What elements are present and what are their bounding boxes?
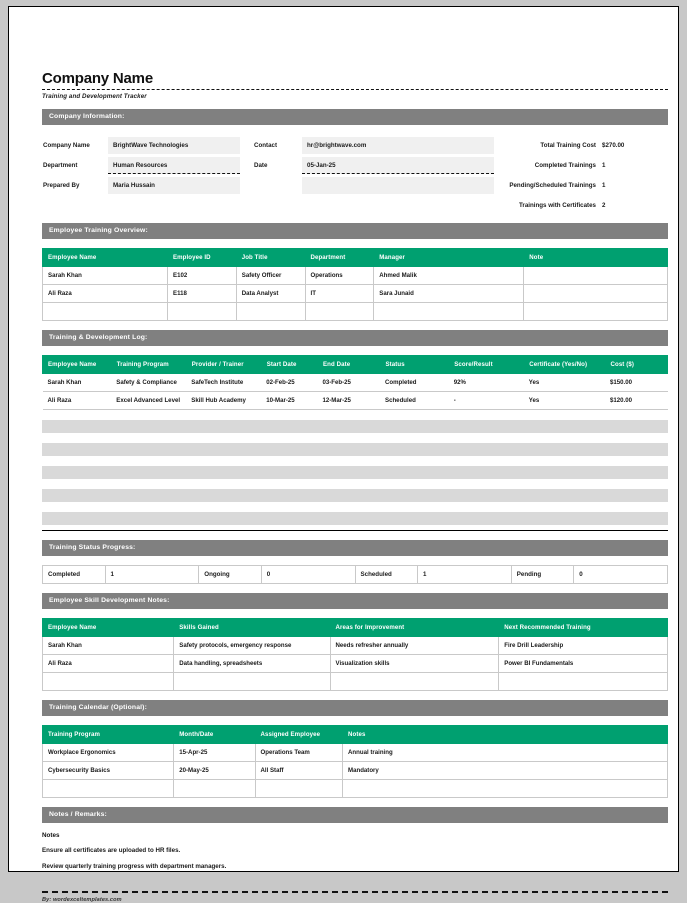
table-cell[interactable]: 92% bbox=[449, 373, 524, 391]
column-header: Areas for Improvement bbox=[330, 618, 499, 636]
table-cell[interactable] bbox=[168, 302, 237, 320]
table-cell[interactable]: Ali Raza bbox=[43, 284, 168, 302]
table-cell[interactable]: All Staff bbox=[255, 761, 343, 779]
column-header: Notes bbox=[343, 725, 668, 743]
table-cell[interactable] bbox=[236, 302, 305, 320]
table-cell[interactable]: Safety Officer bbox=[236, 266, 305, 284]
column-header: Month/Date bbox=[174, 725, 255, 743]
label-department: Department bbox=[43, 161, 78, 169]
table-cell[interactable]: - bbox=[449, 391, 524, 409]
table-row bbox=[43, 636, 668, 654]
table-cell[interactable]: Annual training bbox=[343, 743, 668, 761]
table-cell[interactable] bbox=[305, 302, 374, 320]
table-cell[interactable]: 02-Feb-25 bbox=[261, 373, 317, 391]
label-prepared-by: Prepared By bbox=[43, 181, 80, 189]
table-cell[interactable]: 03-Feb-25 bbox=[318, 373, 381, 391]
table-cell[interactable]: Safety & Compliance bbox=[111, 373, 186, 391]
column-header: Skills Gained bbox=[174, 618, 330, 636]
table-cell[interactable]: 15-Apr-25 bbox=[174, 743, 255, 761]
field-trainings-with-certificates[interactable]: 2 bbox=[602, 201, 606, 209]
page-title: Company Name bbox=[42, 70, 153, 87]
table-cell[interactable]: Visualization skills bbox=[330, 654, 499, 672]
table-cell[interactable]: Safety protocols, emergency response bbox=[174, 636, 330, 654]
employee-skill-development-notes-table bbox=[42, 618, 668, 691]
table-row bbox=[43, 761, 668, 779]
section-header-employee-skill-notes: Employee Skill Development Notes: bbox=[42, 593, 668, 609]
table-cell[interactable] bbox=[255, 779, 343, 797]
column-header: Note bbox=[524, 248, 668, 266]
table-cell[interactable]: Ahmed Malik bbox=[374, 266, 524, 284]
label-pending-scheduled-trainings: Pending/Scheduled Trainings bbox=[509, 181, 596, 189]
column-header: Status bbox=[380, 355, 449, 373]
table-cell[interactable]: Fire Drill Leadership bbox=[499, 636, 668, 654]
table-row bbox=[43, 302, 668, 320]
table-cell[interactable]: Cybersecurity Basics bbox=[43, 761, 174, 779]
table-header-row bbox=[43, 355, 668, 373]
section-header-training-development-log: Training & Development Log: bbox=[42, 330, 668, 346]
field-spacer-a bbox=[108, 197, 240, 214]
table-cell[interactable] bbox=[524, 302, 668, 320]
table-cell[interactable]: 12-Mar-25 bbox=[318, 391, 381, 409]
column-header: Start Date bbox=[261, 355, 317, 373]
column-header: End Date bbox=[318, 355, 381, 373]
training-development-log-table bbox=[42, 355, 668, 410]
section-header-notes-remarks: Notes / Remarks: bbox=[42, 807, 668, 823]
title-divider bbox=[42, 89, 668, 90]
status-label: Scheduled bbox=[355, 565, 418, 583]
table-cell[interactable]: Excel Advanced Level bbox=[111, 391, 186, 409]
empty-log-row[interactable] bbox=[42, 420, 668, 433]
table-cell[interactable] bbox=[499, 672, 668, 690]
table-cell[interactable] bbox=[524, 284, 668, 302]
note-line: Review quarterly training progress with department managers. bbox=[42, 862, 227, 870]
table-header-row bbox=[43, 618, 668, 636]
field-company-name[interactable]: BrightWave Technologies bbox=[108, 137, 240, 154]
table-header-row bbox=[43, 248, 668, 266]
table-cell[interactable]: Yes bbox=[524, 391, 605, 409]
column-header: Next Recommended Training bbox=[499, 618, 668, 636]
employee-training-overview-table bbox=[42, 248, 668, 321]
column-header: Training Program bbox=[111, 355, 186, 373]
table-cell[interactable] bbox=[524, 266, 668, 284]
note-line: Ensure all certificates are uploaded to HR files. bbox=[42, 846, 181, 854]
field-pending-scheduled-trainings[interactable]: 1 bbox=[602, 181, 606, 189]
table-cell[interactable]: Sarah Khan bbox=[43, 266, 168, 284]
page-subtitle: Training and Development Tracker bbox=[42, 92, 147, 100]
status-value[interactable]: 0 bbox=[261, 565, 355, 583]
status-value[interactable]: 1 bbox=[105, 565, 199, 583]
table-cell[interactable]: Skill Hub Academy bbox=[186, 391, 261, 409]
table-cell[interactable]: E118 bbox=[168, 284, 237, 302]
label-contact: Contact bbox=[254, 141, 278, 149]
label-spacer-a bbox=[42, 197, 108, 214]
label-total-training-cost: Total Training Cost bbox=[540, 141, 596, 149]
field-blank-middle[interactable] bbox=[302, 177, 494, 194]
empty-log-row[interactable] bbox=[42, 466, 668, 479]
empty-log-row[interactable] bbox=[42, 489, 668, 502]
field-total-training-cost[interactable]: $270.00 bbox=[602, 141, 625, 149]
table-cell[interactable]: Ali Raza bbox=[43, 391, 112, 409]
table-cell[interactable] bbox=[43, 779, 174, 797]
column-header: Provider / Trainer bbox=[186, 355, 261, 373]
table-row bbox=[43, 654, 668, 672]
table-row bbox=[43, 672, 668, 690]
section-header-company-information: Company Information: bbox=[42, 109, 668, 125]
column-header: Cost ($) bbox=[605, 355, 668, 373]
table-row bbox=[43, 743, 668, 761]
table-header-row bbox=[43, 725, 668, 743]
column-header: Score/Result bbox=[449, 355, 524, 373]
column-header: Training Program bbox=[43, 725, 174, 743]
footer-credit: By: wordexceltemplates.com bbox=[42, 896, 122, 903]
table-cell[interactable]: SafeTech Institute bbox=[186, 373, 261, 391]
table-cell[interactable]: IT bbox=[305, 284, 374, 302]
status-label: Pending bbox=[511, 565, 574, 583]
field-department[interactable]: Human Resources bbox=[108, 157, 240, 174]
field-spacer-b bbox=[302, 197, 494, 214]
table-row bbox=[43, 565, 668, 583]
column-header: Employee Name bbox=[43, 355, 112, 373]
table-cell[interactable]: Operations bbox=[305, 266, 374, 284]
table-cell[interactable] bbox=[330, 672, 499, 690]
table-cell[interactable]: Operations Team bbox=[255, 743, 343, 761]
section-header-training-calendar: Training Calendar (Optional): bbox=[42, 700, 668, 716]
table-cell[interactable]: 20-May-25 bbox=[174, 761, 255, 779]
label-date: Date bbox=[254, 161, 268, 169]
column-header: Certificate (Yes/No) bbox=[524, 355, 605, 373]
table-cell[interactable]: Ali Raza bbox=[43, 654, 174, 672]
table-row bbox=[43, 779, 668, 797]
log-filler-rows bbox=[42, 420, 668, 525]
table-cell[interactable] bbox=[174, 779, 255, 797]
table-cell[interactable] bbox=[43, 672, 174, 690]
table-cell[interactable]: Scheduled bbox=[380, 391, 449, 409]
status-label: Ongoing bbox=[199, 565, 262, 583]
table-cell[interactable] bbox=[374, 302, 524, 320]
status-value[interactable]: 0 bbox=[574, 565, 668, 583]
table-cell[interactable]: Needs refresher annually bbox=[330, 636, 499, 654]
status-value[interactable]: 1 bbox=[418, 565, 512, 583]
status-label: Completed bbox=[43, 565, 106, 583]
notes-body bbox=[42, 823, 668, 871]
training-status-progress-table bbox=[42, 565, 668, 584]
table-row bbox=[43, 284, 668, 302]
label-trainings-with-certificates: Trainings with Certificates bbox=[518, 201, 596, 209]
column-header: Job Title bbox=[236, 248, 305, 266]
table-cell[interactable]: Power BI Fundamentals bbox=[499, 654, 668, 672]
document-body bbox=[42, 7, 668, 903]
field-prepared-by[interactable]: Maria Hussain bbox=[108, 177, 240, 194]
table-cell[interactable] bbox=[343, 779, 668, 797]
column-header: Employee ID bbox=[168, 248, 237, 266]
empty-log-row[interactable] bbox=[42, 443, 668, 456]
table-cell[interactable]: Sarah Khan bbox=[43, 373, 112, 391]
column-header: Manager bbox=[374, 248, 524, 266]
table-row bbox=[43, 266, 668, 284]
section-header-employee-training-overview: Employee Training Overview: bbox=[42, 223, 668, 239]
column-header: Assigned Employee bbox=[255, 725, 343, 743]
footer-divider bbox=[42, 891, 668, 893]
table-cell[interactable]: 10-Mar-25 bbox=[261, 391, 317, 409]
field-completed-trainings[interactable]: 1 bbox=[602, 161, 606, 169]
document-page bbox=[8, 6, 679, 903]
field-date[interactable]: 05-Jan-25 bbox=[302, 157, 494, 174]
table-cell[interactable]: $120.00 bbox=[605, 391, 668, 409]
notes-lines bbox=[42, 846, 668, 871]
table-cell[interactable]: Sara Junaid bbox=[374, 284, 524, 302]
table-cell[interactable]: Yes bbox=[524, 373, 605, 391]
table-cell[interactable]: Workplace Ergonomics bbox=[43, 743, 174, 761]
label-completed-trainings: Completed Trainings bbox=[534, 161, 596, 169]
section-header-training-status-progress: Training Status Progress: bbox=[42, 540, 668, 556]
table-row bbox=[43, 391, 668, 409]
training-calendar-table bbox=[42, 725, 668, 798]
label-company-name: Company Name bbox=[43, 141, 90, 149]
notes-heading: Notes bbox=[42, 831, 60, 839]
field-contact[interactable]: hr@brightwave.com bbox=[302, 137, 494, 154]
title-block bbox=[42, 7, 668, 100]
table-cell[interactable]: Sarah Khan bbox=[43, 636, 174, 654]
table-cell[interactable] bbox=[174, 672, 330, 690]
table-cell[interactable]: E102 bbox=[168, 266, 237, 284]
table-cell[interactable]: Completed bbox=[380, 373, 449, 391]
empty-log-row[interactable] bbox=[42, 512, 668, 525]
table-cell[interactable]: Data handling, spreadsheets bbox=[174, 654, 330, 672]
table-cell[interactable]: $150.00 bbox=[605, 373, 668, 391]
column-header: Department bbox=[305, 248, 374, 266]
table-cell[interactable]: Mandatory bbox=[343, 761, 668, 779]
log-bottom-rule bbox=[42, 530, 668, 531]
column-header: Employee Name bbox=[43, 248, 168, 266]
label-blank-middle bbox=[240, 177, 302, 194]
label-spacer-b bbox=[240, 197, 302, 214]
table-cell[interactable] bbox=[43, 302, 168, 320]
column-header: Employee Name bbox=[43, 618, 174, 636]
company-information-grid bbox=[42, 125, 668, 214]
table-row bbox=[43, 373, 668, 391]
table-cell[interactable]: Data Analyst bbox=[236, 284, 305, 302]
